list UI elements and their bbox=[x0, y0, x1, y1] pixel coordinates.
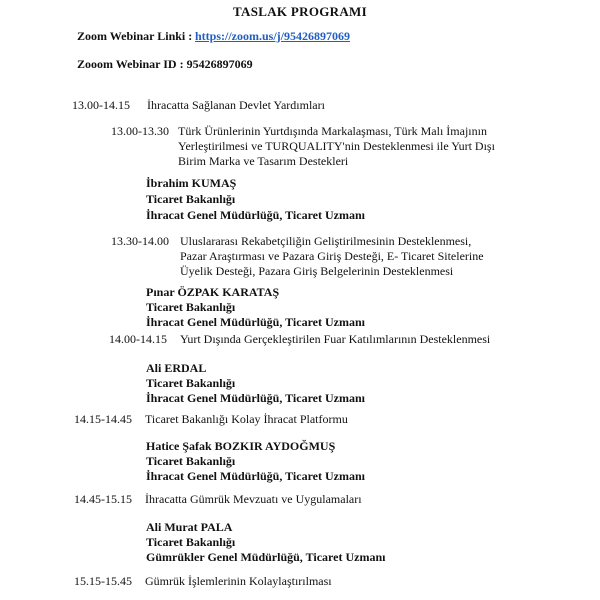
session-title: İhracatta Gümrük Mevzuatı ve Uygulamaları bbox=[145, 492, 362, 506]
speaker-org: Ticaret Bakanlığı bbox=[146, 300, 236, 314]
speaker-role: İhracat Genel Müdürlüğü, Ticaret Uzmanı bbox=[146, 208, 365, 222]
speaker-name: Hatice Şafak BOZKIR AYDOĞMUŞ bbox=[146, 439, 336, 453]
session-time: 15.15-15.45 bbox=[74, 574, 132, 588]
speaker-name: Ali ERDAL bbox=[146, 361, 207, 375]
session-title: Gümrük İşlemlerinin Kolaylaştırılması bbox=[145, 574, 332, 588]
speaker-org: Ticaret Bakanlığı bbox=[146, 535, 236, 549]
speaker-role: İhracat Genel Müdürlüğü, Ticaret Uzmanı bbox=[146, 315, 365, 329]
speaker-role: İhracat Genel Müdürlüğü, Ticaret Uzmanı bbox=[146, 391, 365, 405]
session-time: 14.00-14.15 bbox=[109, 332, 167, 346]
session-time: 14.15-14.45 bbox=[74, 412, 132, 426]
speaker-org: Ticaret Bakanlığı bbox=[146, 376, 236, 390]
zoom-link-label: Zoom Webinar Linki : bbox=[77, 29, 193, 43]
zoom-link[interactable]: https://zoom.us/j/95426897069 bbox=[195, 29, 351, 43]
zoom-id: Zooom Webinar ID : 95426897069 bbox=[77, 57, 253, 71]
session-title: Yurt Dışında Gerçekleştirilen Fuar Katılımlarının Desteklenmesi bbox=[180, 332, 491, 346]
page-title: TASLAK PROGRAMI bbox=[233, 4, 367, 19]
speaker-name: İbrahim KUMAŞ bbox=[146, 176, 237, 190]
session-time: 13.30-14.00 bbox=[111, 234, 169, 248]
speaker-org: Ticaret Bakanlığı bbox=[146, 192, 236, 206]
session-time: 13.00-13.30 bbox=[111, 124, 169, 138]
speaker-name: Ali Murat PALA bbox=[146, 520, 233, 534]
session-time: 14.45-15.15 bbox=[74, 492, 132, 506]
session-title: İhracatta Sağlanan Devlet Yardımları bbox=[147, 98, 325, 112]
session-title: Ticaret Bakanlığı Kolay İhracat Platformu bbox=[145, 412, 348, 426]
speaker-org: Ticaret Bakanlığı bbox=[146, 454, 236, 468]
speaker-name: Pınar ÖZPAK KARATAŞ bbox=[146, 285, 280, 299]
speaker-role: Gümrükler Genel Müdürlüğü, Ticaret Uzmanı bbox=[146, 550, 386, 564]
session-time: 13.00-14.15 bbox=[72, 98, 130, 112]
speaker-role: İhracat Genel Müdürlüğü, Ticaret Uzmanı bbox=[146, 469, 365, 483]
session-title: Türk Ürünlerinin Yurtdışında Markalaşması, Türk Malı İmajının Yerleştirilmesi ve TURQUALITY'nin Desteklenmesi ile Yurt Dışı Birim Marka ve Tasarım Destekleri bbox=[178, 124, 495, 168]
session-title: Uluslararası Rekabetçiliğin Geliştirilmesinin Desteklenmesi, Pazar Araştırması ve Pazara Giriş Desteği, E- Ticaret Sitelerine Üyelik Desteği, Pazara Giriş Belgelerinin Desteklenmesi bbox=[180, 234, 484, 278]
